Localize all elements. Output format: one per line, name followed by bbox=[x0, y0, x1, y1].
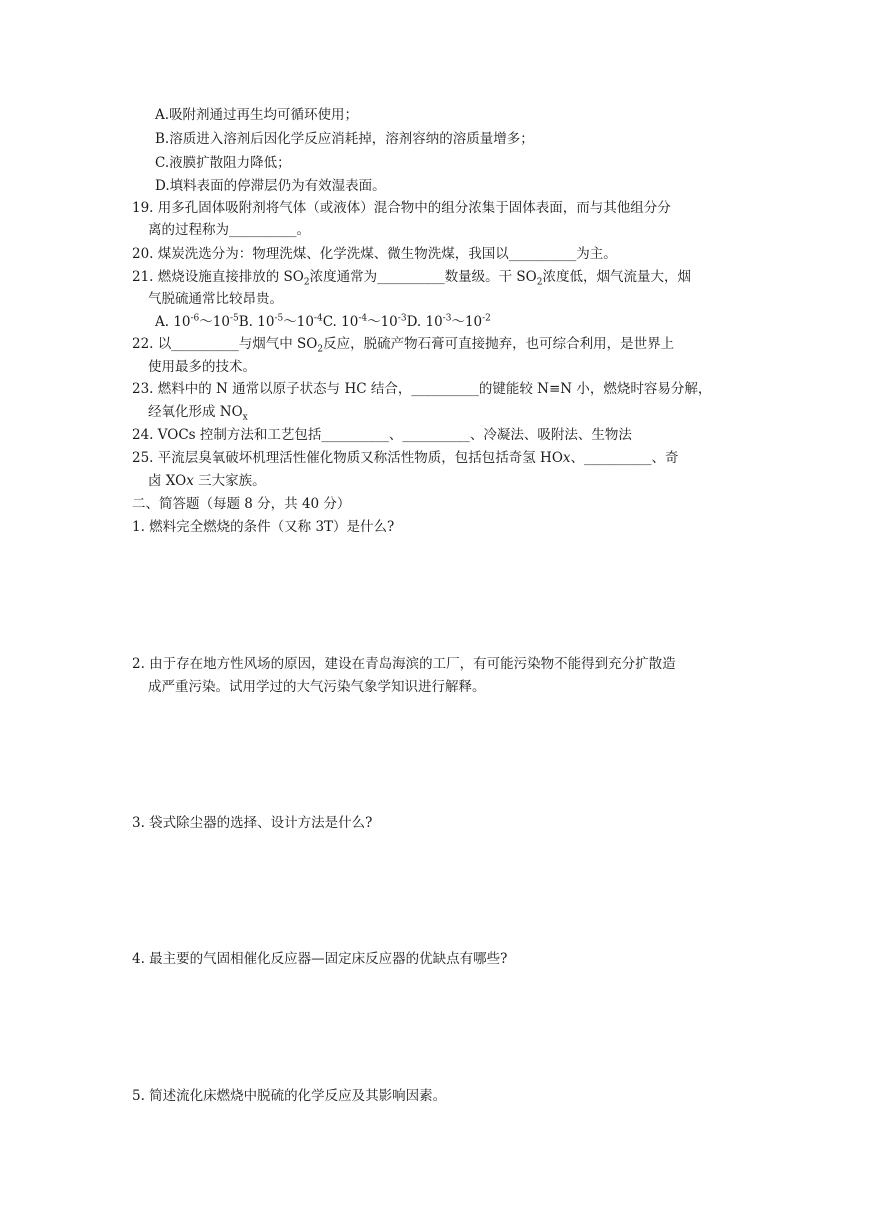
short-question-4: 4. 最主要的气固相催化反应器—固定床反应器的优缺点有哪些? bbox=[132, 951, 508, 967]
option-18b: B.溶质进入溶剂后因化学反应消耗掉，溶剂容纳的溶质量增多； bbox=[155, 131, 534, 147]
question-22-line2: 使用最多的技术。 bbox=[148, 359, 256, 375]
question-21-options: A. $10^{-6}\sim 10^{-5}B$. $10^{-5}\sim 10^{-4}C$. $10^{-4}\sim 10^{-3}D$. $10^{-3}\sim 10^{-2}$ bbox=[155, 313, 491, 330]
question-19-line2: 离的过程称为__________。 bbox=[148, 222, 310, 238]
question-19-line1: 19. 用多孔固体吸附剂将气体（或液体）混合物中的组分浓集于固体表面，而与其他组分分 bbox=[132, 200, 671, 216]
short-question-3: 3. 袋式除尘器的选择、设计方法是什么? bbox=[132, 815, 373, 831]
question-23-line1: 23. 燃料中的 N 通常以原子状态与 HC 结合，__________的键能较 N≡N 小，燃烧时容易分解， bbox=[132, 381, 712, 397]
option-18a: A.吸附剂通过再生均可循环使用； bbox=[155, 107, 359, 123]
question-23-line2: 经氧化形成 $NO_x$ bbox=[148, 404, 248, 423]
short-question-5: 5. 简述流化床燃烧中脱硫的化学反应及其影响因素。 bbox=[132, 1088, 447, 1104]
question-25-line2: 卤 XOx 三大家族。 bbox=[148, 473, 266, 489]
question-21-line1: 21. 燃烧设施直接排放的 $SO_2$浓度通常为__________数量级。干 $SO_2$浓度低，烟气流量大，烟 bbox=[132, 269, 691, 288]
option-18c: C.液膜扩散阻力降低； bbox=[155, 155, 291, 171]
question-21-line2: 气脱硫通常比较昂贵。 bbox=[148, 291, 283, 307]
question-24: 24. VOCs 控制方法和工艺包括__________、__________、冷凝法、吸附法、生物法 bbox=[132, 427, 632, 443]
section-title: 二、简答题（每题 8 分，共 40 分） bbox=[132, 496, 351, 512]
short-question-1: 1. 燃料完全燃烧的条件（又称 3T）是什么? bbox=[132, 519, 395, 535]
option-18d: D.填料表面的停滞层仍为有效湿表面。 bbox=[155, 178, 386, 194]
question-22-line1: 22. 以__________与烟气中 $SO_2$反应，脱硫产物石膏可直接抛弃，也可综合利用，是世界上 bbox=[132, 336, 675, 355]
short-question-2-line1: 2. 由于存在地方性风场的原因，建设在青岛海滨的工厂，有可能污染物不能得到充分扩散造 bbox=[132, 656, 676, 672]
short-question-2-line2: 成严重污染。试用学过的大气污染气象学知识进行解释。 bbox=[148, 679, 486, 695]
question-20: 20. 煤炭洗选分为：物理洗煤、化学洗煤、微生物洗煤，我国以__________为主。 bbox=[132, 246, 617, 262]
question-25-line1: 25. 平流层臭氧破坏机理活性催化物质又称活性物质，包括包括奇氢 HOx、__________、奇 bbox=[132, 450, 679, 466]
